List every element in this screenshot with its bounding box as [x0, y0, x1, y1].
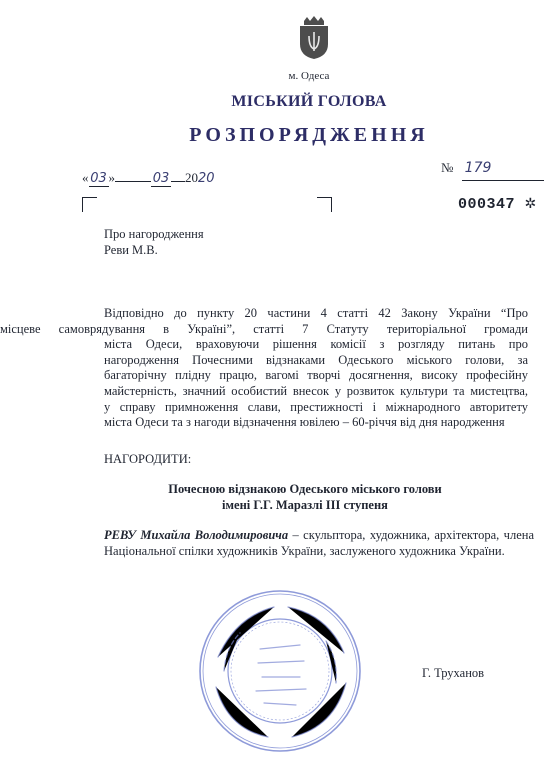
city-name: м. Одеса [288, 70, 330, 82]
preamble-line: міста Одеси, враховуючи рішення комісії з розгляду питань про [104, 337, 528, 352]
corner-bracket-left [82, 197, 97, 212]
date-year-prefix: 20 [185, 170, 198, 185]
preamble-line: у справу примноження слави, престижності і міжнародного авторитету [104, 399, 528, 414]
subject-line-2: Реви М.В. [104, 243, 158, 257]
preamble-line: багаторічну плідну працю, вагомі творчі досягнення, високу професійну [104, 368, 528, 383]
date-month: 03 [152, 171, 170, 186]
document-number [441, 160, 491, 176]
date-day: 03 [90, 171, 107, 186]
preamble-line: Відповідно до пункту 20 частини 4 статті 42 Закону України “Про [104, 306, 528, 320]
number-value: 179 [464, 160, 492, 176]
preamble-line: місцеве самоврядування в Україні”, статті 7 Статуту територіальної громади [0, 321, 528, 336]
document-date [82, 170, 276, 188]
issuer-title: МІСЬКИЙ ГОЛОВА [231, 93, 387, 110]
city-coat-of-arms [296, 14, 332, 60]
document-subject [104, 226, 204, 258]
recipient-name: РЕВУ Михайла Володимировича [104, 528, 289, 542]
preamble-paragraph [0, 306, 528, 431]
award-line-2: імені Г.Г. Маразлі ІІІ ступеня [222, 498, 388, 512]
registration-mark: ✲ [524, 197, 537, 213]
preamble-line: майстерність, значний особистий внесок у розвиток культури та мистецтва, [104, 383, 528, 398]
registration-value: 000347 [458, 196, 516, 213]
recipient-description: – скульптора, художника, архітектора, члена Національної спілки художників України, заслуженого художника України. [104, 528, 534, 558]
award-line-1: Почесною відзнакою Одеського міського голови [168, 482, 442, 496]
date-year-suffix: 20 [198, 171, 215, 186]
document-type: РОЗПОРЯДЖЕННЯ [189, 124, 429, 146]
official-stamp [196, 587, 364, 755]
number-sign: № [441, 160, 454, 175]
decree-verb: НАГОРОДИТИ: [104, 452, 192, 466]
date-open-quote: « [82, 170, 89, 185]
number-underline [462, 180, 544, 181]
date-close-quote: » [108, 170, 115, 185]
registration-number [458, 196, 537, 213]
recipient-paragraph [104, 528, 534, 559]
subject-line-1: Про нагородження [104, 227, 204, 241]
signatory-name: Г. Труханов [422, 666, 485, 680]
preamble-line: нагородження Почесними відзнаками Одеського міського голови, за [104, 352, 528, 367]
award-name [140, 481, 470, 513]
preamble-line: міста Одеси та з нагоди відзначення ювілею – 60-річчя від дня народження [104, 415, 505, 430]
corner-bracket-right [317, 197, 332, 212]
